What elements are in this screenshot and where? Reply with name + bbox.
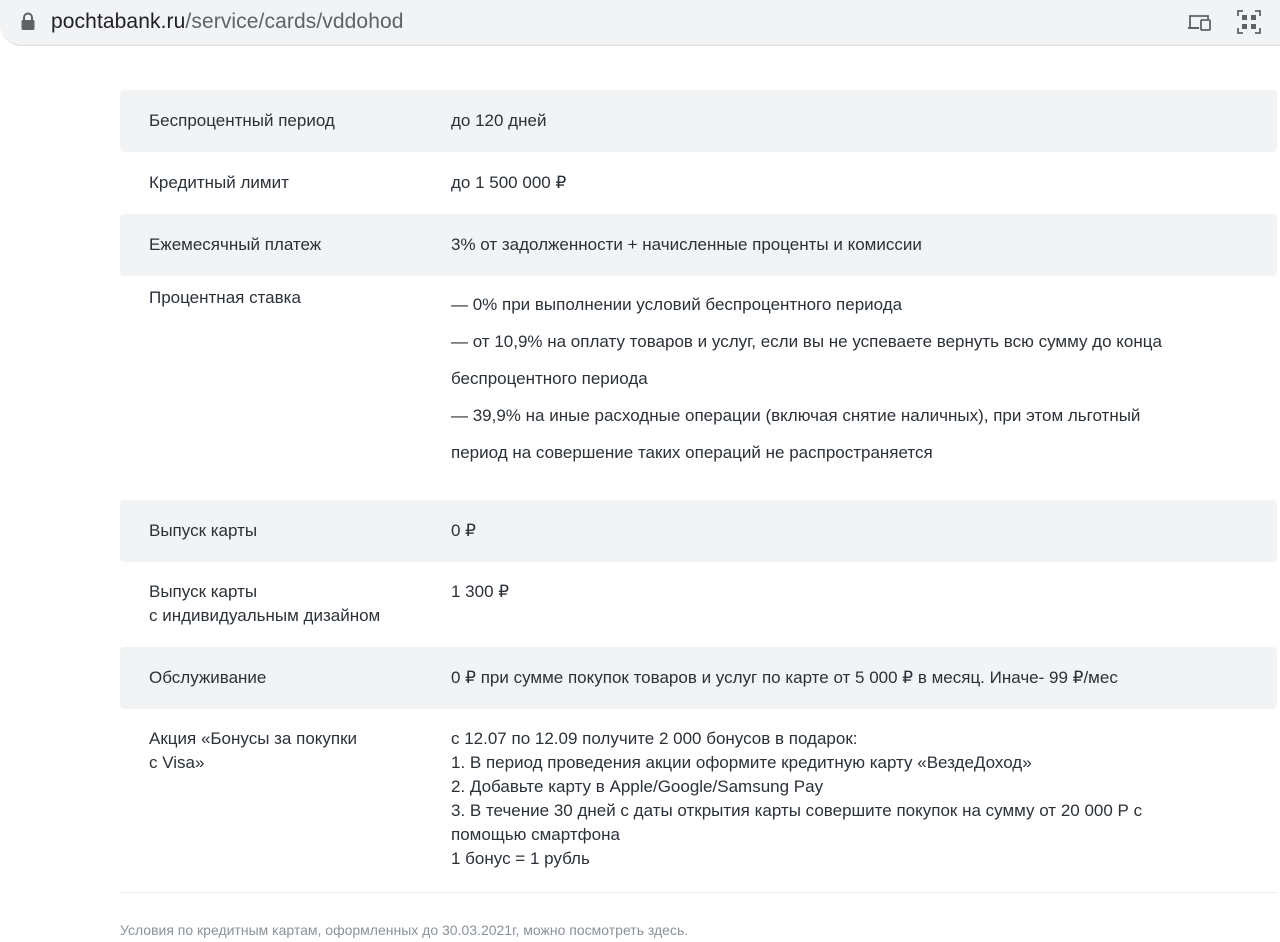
value-line: с 12.07 по 12.09 получите 2 000 бонусов в подарок: bbox=[451, 729, 858, 748]
value-line: 1. В период проведения акции оформите кредитную карту «ВездеДоход» bbox=[451, 753, 1032, 772]
row-value bbox=[451, 727, 1277, 871]
value-line: 3% от задолженности + начисленные проценты и комиссии bbox=[451, 235, 922, 254]
url-path: /service/cards/vddohod bbox=[185, 10, 404, 33]
divider bbox=[120, 892, 1277, 893]
url-host: pochtabank.ru bbox=[51, 10, 186, 33]
value-line: 0 ₽ при сумме покупок товаров и услуг по карте от 5 000 ₽ в месяц. Иначе- 99 ₽/мес bbox=[451, 668, 1118, 687]
row-label: Процентная ставка bbox=[149, 288, 301, 307]
value-line: до 120 дней bbox=[451, 111, 547, 130]
table-row bbox=[120, 709, 1277, 893]
url-text[interactable] bbox=[51, 9, 404, 35]
row-label: Кредитный лимит bbox=[149, 173, 289, 192]
value-line: 0 ₽ bbox=[451, 521, 476, 540]
row-value bbox=[451, 286, 1277, 471]
value-line: период на совершение таких операций не распространяется bbox=[451, 443, 933, 462]
qr-code-icon[interactable] bbox=[1237, 10, 1261, 34]
label-line: с Visa» bbox=[149, 753, 205, 772]
value-line: помощью смартфона bbox=[451, 825, 620, 844]
table-row bbox=[120, 214, 1277, 276]
value-line: 1 300 ₽ bbox=[451, 582, 510, 601]
lock-icon[interactable] bbox=[21, 12, 35, 30]
card-conditions-table bbox=[120, 90, 1277, 893]
row-value bbox=[451, 580, 1277, 604]
table-row bbox=[120, 647, 1277, 709]
footnote-link[interactable]: Условия по кредитным картам, оформленных до 30.03.2021г, можно посмотреть здесь. bbox=[120, 922, 689, 938]
row-label: Обслуживание bbox=[149, 668, 267, 687]
table-row bbox=[120, 562, 1277, 647]
cast-icon[interactable] bbox=[1188, 13, 1212, 31]
value-line: беспроцентного периода bbox=[451, 369, 648, 388]
value-line: до 1 500 000 ₽ bbox=[451, 173, 567, 192]
row-label: Беспроцентный период bbox=[149, 111, 335, 130]
table-row bbox=[120, 90, 1277, 152]
row-label bbox=[120, 580, 451, 628]
table-row bbox=[120, 152, 1277, 214]
value-line: — от 10,9% на оплату товаров и услуг, если вы не успеваете вернуть всю сумму до конца bbox=[451, 332, 1162, 351]
label-line: Акция «Бонусы за покупки bbox=[149, 729, 358, 748]
row-label bbox=[120, 727, 451, 775]
row-value bbox=[451, 233, 1277, 257]
row-value bbox=[451, 519, 1277, 543]
row-label: Выпуск карты bbox=[149, 521, 258, 540]
value-line: 3. В течение 30 дней с даты открытия карты совершите покупок на сумму от 20 000 Р с bbox=[451, 801, 1143, 820]
address-bar[interactable] bbox=[0, 0, 1280, 46]
table-row bbox=[120, 500, 1277, 562]
row-label: Ежемесячный платеж bbox=[149, 235, 322, 254]
label-line: с индивидуальным дизайном bbox=[149, 606, 381, 625]
row-value bbox=[451, 171, 1277, 195]
value-line: 1 бонус = 1 рубль bbox=[451, 849, 590, 868]
label-line: Выпуск карты bbox=[149, 582, 258, 601]
row-value bbox=[451, 109, 1277, 133]
value-line: 2. Добавьте карту в Apple/Google/Samsung Pay bbox=[451, 777, 824, 796]
value-line: — 39,9% на иные расходные операции (включая снятие наличных), при этом льготный bbox=[451, 406, 1141, 425]
table-row bbox=[120, 276, 1277, 500]
value-line: — 0% при выполнении условий беспроцентного периода bbox=[451, 295, 903, 314]
row-value bbox=[451, 666, 1277, 690]
